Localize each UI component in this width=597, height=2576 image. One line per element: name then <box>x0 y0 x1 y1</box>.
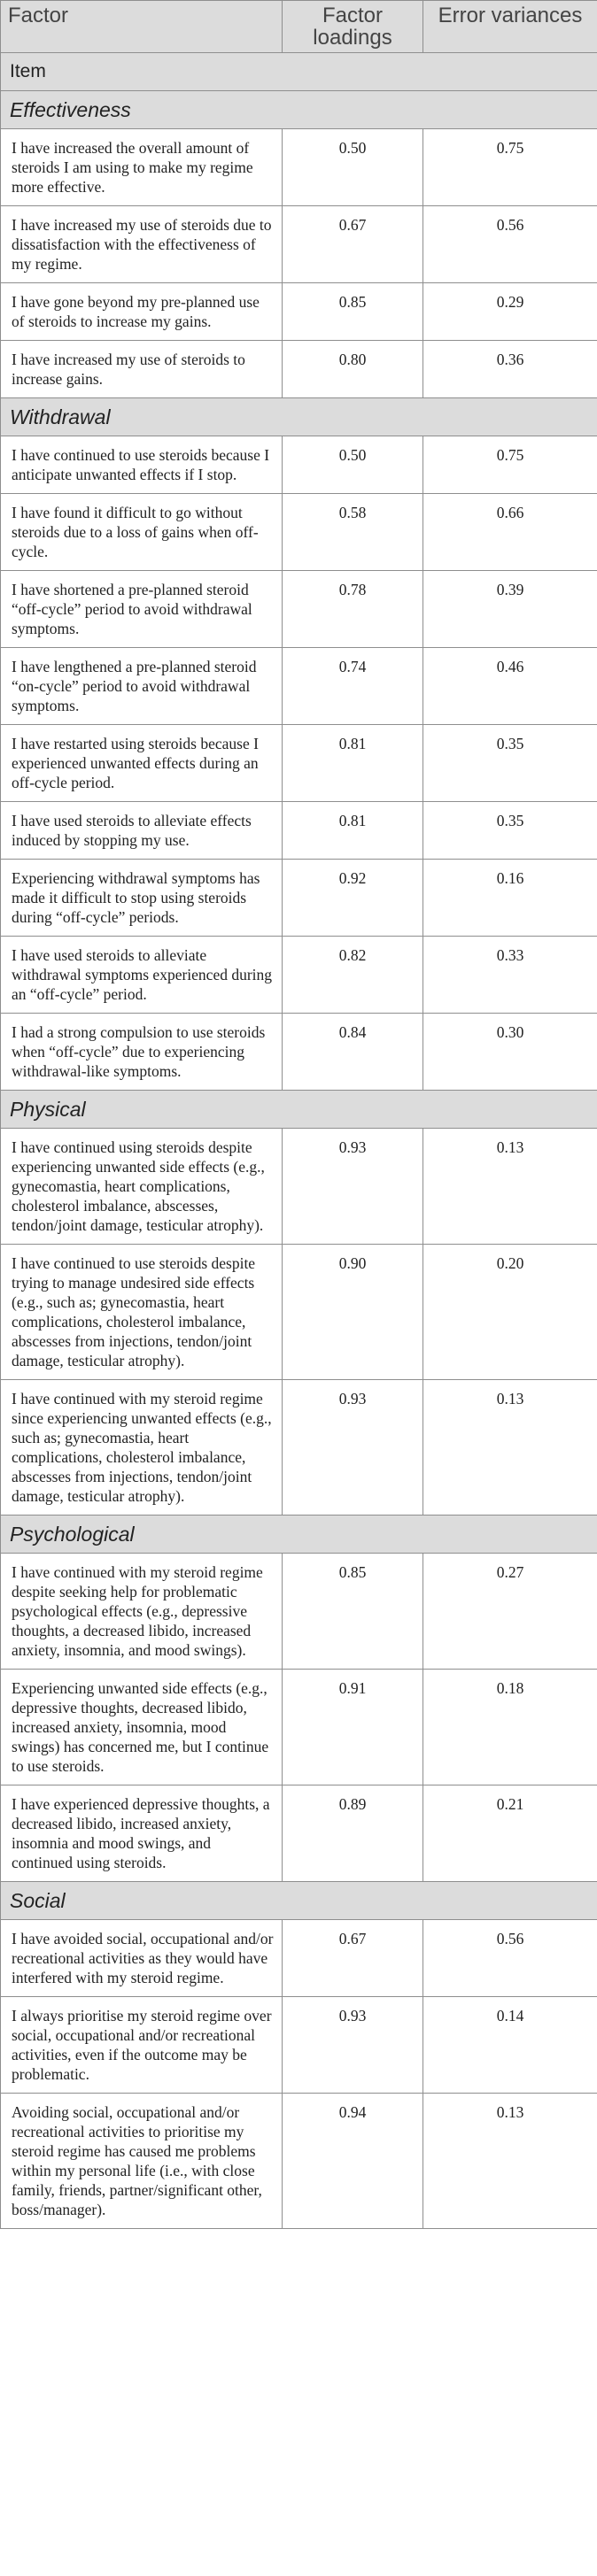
table-row <box>1 1129 597 1245</box>
factor-loading-value: 0.67 <box>283 1920 423 1997</box>
header-error-variances: Error variances <box>423 1 597 53</box>
error-variance-value: 0.33 <box>423 937 597 1014</box>
table-row <box>1 571 597 648</box>
error-variance-value: 0.13 <box>423 2094 597 2229</box>
item-text: I have increased my use of steroids to increase gains. <box>1 341 283 398</box>
error-variance-value: 0.75 <box>423 129 597 206</box>
header-factor: Factor <box>1 1 283 53</box>
section-row-physical <box>1 1091 597 1129</box>
section-title: Effectiveness <box>1 91 597 129</box>
item-text: I have lengthened a pre-planned steroid “on-cycle” period to avoid withdrawal symptoms. <box>1 648 283 725</box>
factor-loading-value: 0.93 <box>283 1129 423 1245</box>
error-variance-value: 0.16 <box>423 860 597 937</box>
table-row <box>1 2094 597 2229</box>
error-variance-value: 0.14 <box>423 1997 597 2094</box>
error-variance-value: 0.29 <box>423 283 597 341</box>
table-row <box>1 436 597 494</box>
table-row <box>1 494 597 571</box>
factor-loading-value: 0.92 <box>283 860 423 937</box>
section-row-effectiveness <box>1 91 597 129</box>
item-text: I have increased the overall amount of steroids I am using to make my regime more effective. <box>1 129 283 206</box>
factor-loading-value: 0.82 <box>283 937 423 1014</box>
table-row <box>1 1920 597 1997</box>
table-row <box>1 725 597 802</box>
table-row <box>1 1380 597 1516</box>
factor-loading-value: 0.84 <box>283 1014 423 1091</box>
factor-loading-value: 0.50 <box>283 436 423 494</box>
item-text: Experiencing withdrawal symptoms has made it difficult to stop using steroids during “off-cycle” periods. <box>1 860 283 937</box>
item-text: I have restarted using steroids because I experienced unwanted effects during an off-cycle period. <box>1 725 283 802</box>
item-text: I have continued to use steroids because I anticipate unwanted effects if I stop. <box>1 436 283 494</box>
factor-loading-value: 0.81 <box>283 802 423 860</box>
error-variance-value: 0.46 <box>423 648 597 725</box>
error-variance-value: 0.35 <box>423 802 597 860</box>
item-text: I have used steroids to alleviate effects induced by stopping my use. <box>1 802 283 860</box>
error-variance-value: 0.13 <box>423 1129 597 1245</box>
section-title: Withdrawal <box>1 398 597 436</box>
table-row <box>1 283 597 341</box>
error-variance-value: 0.30 <box>423 1014 597 1091</box>
error-variance-value: 0.27 <box>423 1554 597 1670</box>
factor-loading-value: 0.94 <box>283 2094 423 2229</box>
table-row <box>1 1014 597 1091</box>
table-header <box>1 1 597 53</box>
table-row <box>1 1785 597 1882</box>
error-variance-value: 0.13 <box>423 1380 597 1516</box>
item-label: Item <box>1 53 597 91</box>
item-text: I have used steroids to alleviate withdrawal symptoms experienced during an “off-cycle” period. <box>1 937 283 1014</box>
factor-loading-value: 0.93 <box>283 1380 423 1516</box>
item-label-row <box>1 53 597 91</box>
error-variance-value: 0.20 <box>423 1245 597 1380</box>
error-variance-value: 0.36 <box>423 341 597 398</box>
item-text: I have avoided social, occupational and/or recreational activities as they would have interfered with my steroid regime. <box>1 1920 283 1997</box>
table-row <box>1 1245 597 1380</box>
error-variance-value: 0.66 <box>423 494 597 571</box>
factor-loading-value: 0.67 <box>283 206 423 283</box>
table-row <box>1 129 597 206</box>
item-text: I always prioritise my steroid regime over social, occupational and/or recreational activities, even if the outcome may be problematic. <box>1 1997 283 2094</box>
factor-loading-value: 0.85 <box>283 1554 423 1670</box>
table-row <box>1 341 597 398</box>
table-row <box>1 206 597 283</box>
error-variance-value: 0.56 <box>423 206 597 283</box>
factor-loading-value: 0.78 <box>283 571 423 648</box>
section-row-withdrawal <box>1 398 597 436</box>
factor-loading-value: 0.74 <box>283 648 423 725</box>
factor-loading-value: 0.85 <box>283 283 423 341</box>
item-text: Avoiding social, occupational and/or recreational activities to prioritise my steroid regime has caused me problems within my personal life (i.e., with close family, friends, partner/significant other, boss/manager). <box>1 2094 283 2229</box>
section-row-psychological <box>1 1516 597 1554</box>
table-row <box>1 860 597 937</box>
section-title: Social <box>1 1882 597 1920</box>
error-variance-value: 0.39 <box>423 571 597 648</box>
item-text: I have shortened a pre-planned steroid “off-cycle” period to avoid withdrawal symptoms. <box>1 571 283 648</box>
item-text: I have gone beyond my pre-planned use of steroids to increase my gains. <box>1 283 283 341</box>
factor-loading-value: 0.80 <box>283 341 423 398</box>
factor-loading-value: 0.89 <box>283 1785 423 1882</box>
factor-loading-value: 0.90 <box>283 1245 423 1380</box>
table-row <box>1 1997 597 2094</box>
header-factor-loadings: Factor loadings <box>283 1 423 53</box>
item-text: I have experienced depressive thoughts, a decreased libido, increased anxiety, insomnia and mood swings, and continued using steroids. <box>1 1785 283 1882</box>
factor-loading-value: 0.93 <box>283 1997 423 2094</box>
factor-loading-value: 0.81 <box>283 725 423 802</box>
error-variance-value: 0.21 <box>423 1785 597 1882</box>
table-row <box>1 1554 597 1670</box>
factor-loading-value: 0.91 <box>283 1670 423 1785</box>
item-text: Experiencing unwanted side effects (e.g., depressive thoughts, decreased libido, increased anxiety, insomnia, mood swings) has concerned me, but I continue to use steroids. <box>1 1670 283 1785</box>
error-variance-value: 0.56 <box>423 1920 597 1997</box>
table-row <box>1 1670 597 1785</box>
section-row-social <box>1 1882 597 1920</box>
item-text: I have continued using steroids despite experiencing unwanted side effects (e.g., gynecomastia, heart complications, cholesterol imbalance, abscesses, tendon/joint damage, testicular atrophy). <box>1 1129 283 1245</box>
table-row <box>1 802 597 860</box>
item-text: I have continued to use steroids despite trying to manage undesired side effects (e.g., such as; gynecomastia, heart complications, cholesterol imbalance, abscesses from injections, tendon/joint damage, testicular atrophy). <box>1 1245 283 1380</box>
error-variance-value: 0.18 <box>423 1670 597 1785</box>
factor-loading-value: 0.58 <box>283 494 423 571</box>
error-variance-value: 0.75 <box>423 436 597 494</box>
item-text: I have found it difficult to go without steroids due to a loss of gains when off-cycle. <box>1 494 283 571</box>
item-text: I have continued with my steroid regime since experiencing unwanted effects (e.g., such as; gynecomastia, heart complications, cholesterol imbalance, abscesses from injections, tendon/joint damage, testicular atrophy). <box>1 1380 283 1516</box>
item-text: I have increased my use of steroids due to dissatisfaction with the effectiveness of my regime. <box>1 206 283 283</box>
error-variance-value: 0.35 <box>423 725 597 802</box>
table-row <box>1 937 597 1014</box>
item-text: I had a strong compulsion to use steroids when “off-cycle” due to experiencing withdrawal-like symptoms. <box>1 1014 283 1091</box>
section-title: Physical <box>1 1091 597 1129</box>
section-title: Psychological <box>1 1516 597 1554</box>
factor-loading-value: 0.50 <box>283 129 423 206</box>
item-text: I have continued with my steroid regime despite seeking help for problematic psychological effects (e.g., depressive thoughts, a decreased libido, increased anxiety, insomnia, and mood swings). <box>1 1554 283 1670</box>
table-body <box>1 53 597 2229</box>
table-row <box>1 648 597 725</box>
